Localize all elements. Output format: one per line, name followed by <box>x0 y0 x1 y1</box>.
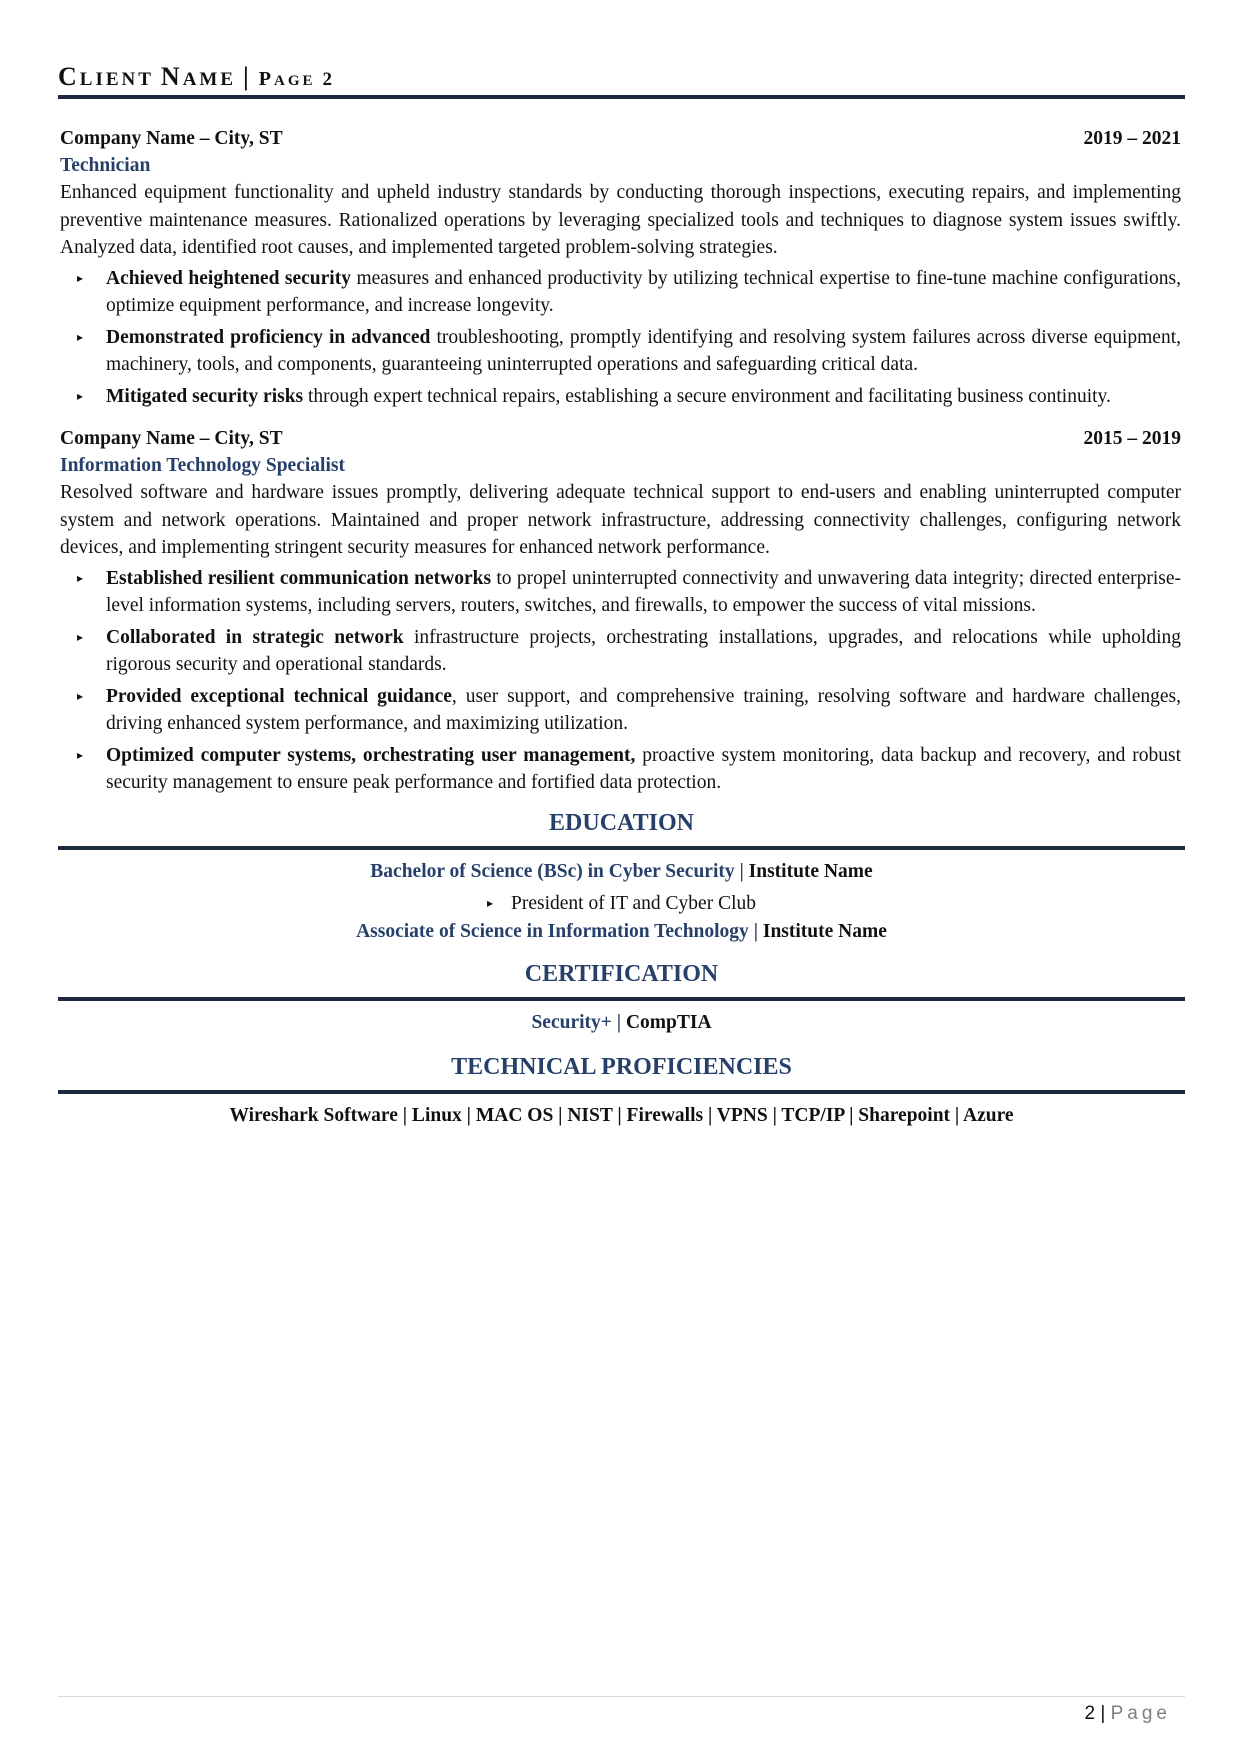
bullet-arrow-icon <box>77 565 83 593</box>
bullet-arrow-icon <box>77 624 83 652</box>
certification-line <box>58 1012 1185 1034</box>
bullet-text: , user support, and comprehensive training, resolving software and hardware challenges, driving enhanced system performance, and maximizing utilization. <box>106 685 1181 734</box>
cert-name: Security+ <box>531 1012 612 1033</box>
job-dates: 2015 – 2019 <box>1083 428 1181 449</box>
bullet-arrow-icon <box>77 742 83 770</box>
job-dates: 2019 – 2021 <box>1083 128 1181 149</box>
company-name: Company Name – City, ST <box>60 428 283 449</box>
education-divider <box>58 846 1185 850</box>
list-item <box>60 565 1181 620</box>
degree-name: Bachelor of Science (BSc) in Cyber Security <box>370 861 735 882</box>
header-name-last-cap: N <box>160 62 183 91</box>
bullet-text: infrastructure projects, orchestrating installations, upgrades, and relocations while upholding rigorous security and operational standards. <box>106 626 1181 675</box>
education-degree-1 <box>58 861 1185 883</box>
list-item <box>60 383 1181 411</box>
degree-separator: | <box>734 861 749 882</box>
footer-page-word: Page <box>1110 1703 1171 1724</box>
degree-name: Associate of Science in Information Technology <box>356 921 749 942</box>
bullet-text: through expert technical repairs, establishing a secure environment and facilitating business continuity. <box>303 385 1111 407</box>
job-bullets <box>60 265 1181 411</box>
page-header <box>58 62 1185 92</box>
bullet-text: measures and enhanced productivity by utilizing technical expertise to fine-tune machine configurations, optimize equipment performance, and increase longevity. <box>106 267 1181 316</box>
job-entry-it-specialist <box>60 425 1181 801</box>
bullet-bold-lead: Established resilient communication networks <box>106 567 492 589</box>
technical-heading: TECHNICAL PROFICIENCIES <box>451 1054 792 1080</box>
header-page-rest: AGE <box>273 73 316 89</box>
list-item <box>60 683 1181 738</box>
list-item <box>60 265 1181 320</box>
bullet-bold-lead: Demonstrated proficiency in advanced <box>106 326 431 348</box>
institute-name: Institute Name <box>762 921 887 942</box>
bullet-arrow-icon <box>77 324 83 352</box>
certification-divider <box>58 997 1185 1001</box>
header-page-cap: P <box>258 68 274 90</box>
education-degree-2 <box>58 921 1185 943</box>
list-item <box>60 324 1181 379</box>
education-bullet-text: President of IT and Cyber Club <box>511 893 756 914</box>
page-footer <box>1085 1703 1171 1725</box>
bullet-arrow-icon <box>77 265 83 293</box>
company-name: Company Name – City, ST <box>60 128 283 149</box>
bullet-text: troubleshooting, promptly identifying and resolving system failures across diverse equipment, machinery, tools, and components, guaranteeing uninterrupted operations and safeguarding critical data. <box>106 326 1182 375</box>
institute-name: Institute Name <box>748 861 873 882</box>
job-header-row <box>60 425 1181 452</box>
education-bullet <box>58 893 1185 915</box>
bullet-text: to propel uninterrupted connectivity and unwavering data integrity; directed enterprise-level information systems, including servers, routers, switches, and firewalls, to empower the success of vital missions. <box>106 567 1181 616</box>
header-name-last-rest: AME <box>182 69 237 90</box>
header-name-first-rest: LIENT <box>79 69 154 90</box>
bullet-bold-lead: Optimized computer systems, orchestrating user management, <box>106 744 636 766</box>
header-divider <box>58 95 1185 99</box>
footer-page-number: 2 <box>1084 1703 1096 1724</box>
technical-divider <box>58 1090 1185 1094</box>
certification-heading: CERTIFICATION <box>524 961 719 987</box>
job-entry-technician <box>60 125 1181 414</box>
header-page-num: 2 <box>322 69 335 90</box>
header-name-first-cap: C <box>58 62 80 91</box>
bullet-bold-lead: Achieved heightened security <box>106 267 351 289</box>
bullet-bold-lead: Mitigated security risks <box>106 385 304 407</box>
job-title: Information Technology Specialist <box>60 455 345 476</box>
education-heading: EDUCATION <box>549 810 694 836</box>
cert-issuer: CompTIA <box>625 1012 712 1033</box>
footer-divider <box>58 1696 1185 1697</box>
job-summary: Resolved software and hardware issues promptly, delivering adequate technical support to end-users and enabling uninterrupted computer system and network operations. Maintained and proper network infrastructure, addressing connectivity challenges, configuring network devices, and implementing stringent security measures for enhanced network performance. <box>60 482 1181 558</box>
bullet-text: proactive system monitoring, data backup and recovery, and robust security management to ensure peak performance and fortified data protection. <box>106 744 1181 793</box>
job-bullets <box>60 565 1181 797</box>
bullet-arrow-icon <box>487 896 493 910</box>
cert-separator: | <box>611 1012 626 1033</box>
degree-separator: | <box>748 921 763 942</box>
footer-separator: | <box>1100 1703 1106 1724</box>
list-item <box>60 624 1181 679</box>
bullet-bold-lead: Collaborated in strategic network <box>106 626 404 648</box>
bullet-bold-lead: Provided exceptional technical guidance <box>106 685 452 707</box>
bullet-arrow-icon <box>77 383 83 411</box>
bullet-arrow-icon <box>77 683 83 711</box>
job-title: Technician <box>60 155 151 176</box>
technical-skills: Wireshark Software | Linux | MAC OS | NIST | Firewalls | VPNS | TCP/IP | Sharepoint | Azure <box>229 1105 1014 1126</box>
list-item <box>60 742 1181 797</box>
header-separator: | <box>243 62 252 91</box>
job-summary: Enhanced equipment functionality and upheld industry standards by conducting thorough inspections, executing repairs, and implementing preventive maintenance measures. Rationalized operations by leveraging specialized tools and techniques to diagnose system issues swiftly. Analyzed data, identified root causes, and implemented targeted problem-solving strategies. <box>60 182 1181 258</box>
job-header-row <box>60 125 1181 152</box>
